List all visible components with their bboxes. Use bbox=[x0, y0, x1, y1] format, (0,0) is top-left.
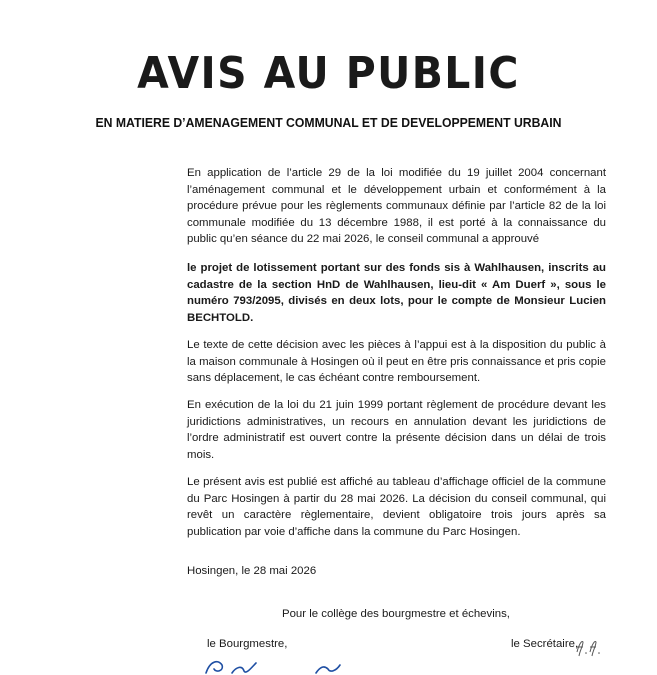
notice-subtitle: EN MATIERE D’AMENAGEMENT COMMUNAL ET DE DEVELOPPEMENT URBAIN bbox=[95, 115, 562, 130]
place-date: Hosingen, le 28 mai 2026 bbox=[187, 565, 317, 577]
college-line: Pour le collège des bourgmestre et échevins, bbox=[282, 608, 510, 620]
notice-title: AVIS AU PUBLIC bbox=[137, 48, 520, 99]
handwritten-ff-mark bbox=[574, 638, 604, 658]
bourgmestre-label: le Bourgmestre, bbox=[207, 638, 288, 650]
signature-scribble bbox=[196, 657, 396, 675]
secretaire-label: le Secrétaire, bbox=[511, 638, 579, 650]
paragraph-appeal: En exécution de la loi du 21 juin 1999 portant règlement de procédure devant les juridictions administratives, un recours en annulation devant les juridictions de l’ordre administratif est ouvert contre la présente décision dans un délai de trois mois. bbox=[187, 399, 606, 461]
paragraph-publication: Le présent avis est publié est affiché au tableau d’affichage officiel de la commune du Parc Hosingen à partir du 28 mai 2026. La décision du conseil communal, qui revêt un caractère règlementaire, devient obligatoire trois jours après sa publication par voie d’affiche dans la commune du Parc Hosingen. bbox=[187, 476, 606, 538]
paragraph-project: le projet de lotissement portant sur des fonds sis à Wahlhausen, inscrits au cadastre de la section HnD de Wahlhausen, lieu-dit « Am Duerf », sous le numéro 793/2095, divisés en deux lots, pour le compte de Monsieur Lucien BECHTOLD. bbox=[187, 262, 606, 324]
paragraph-availability: Le texte de cette décision avec les pièces à l’appui est à la disposition du public à la maison communale à Hosingen où il peut en être pris connaissance et pris copie sans déplacement, le cas échéant contre remboursement. bbox=[187, 339, 606, 385]
paragraph-legal-basis: En application de l’article 29 de la loi modifiée du 19 juillet 2004 concernant l’aménagement communal et le développement urbain et conformément à la procédure prévue pour les règlements communaux définie par l’article 82 de la loi communale modifiée du 13 décembre 1988, il est porté à la connaissance du public qu’en séance du 22 mai 2026, le conseil communal a approuvé bbox=[187, 167, 606, 246]
